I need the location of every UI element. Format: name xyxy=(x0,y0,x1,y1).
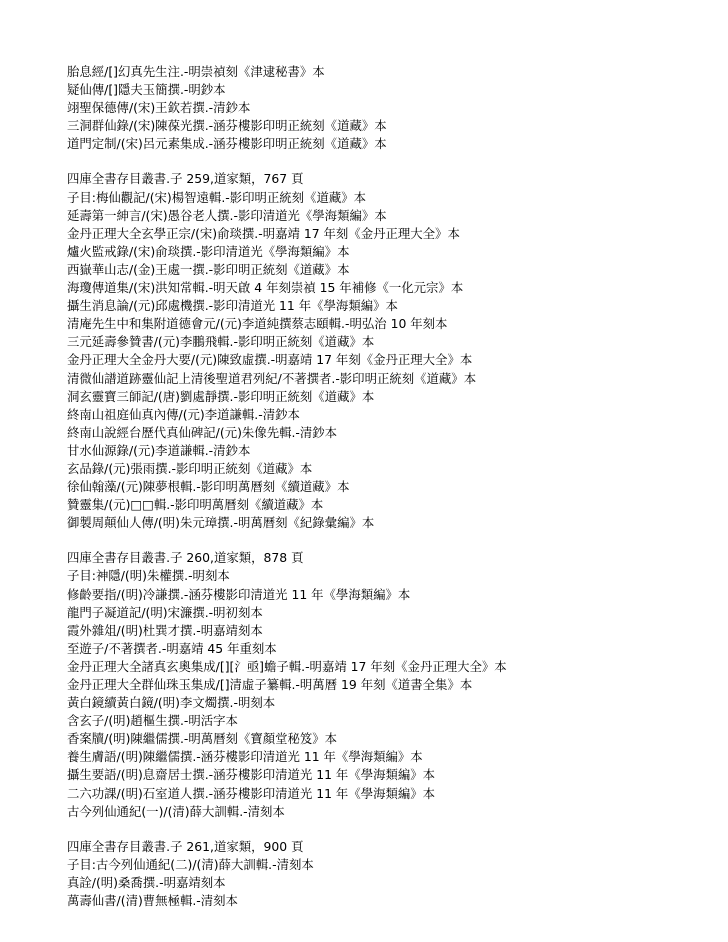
catalog-entry: 修齡要指/(明)冷謙撰.-涵芬樓影印清道光 11 年《學海類編》本 xyxy=(67,586,411,602)
catalog-entry: 萬壽仙書/(清)曹無極輯.-清刻本 xyxy=(67,893,238,909)
catalog-entry: 洞玄靈寶三師記/(唐)劉處靜撰.-影印明正統刻《道藏》本 xyxy=(67,388,375,404)
catalog-entry: 黃白鏡續黃白鏡/(明)李文燭撰.-明刻本 xyxy=(67,695,276,711)
catalog-entry: 海瓊傳道集/(宋)洪知常輯.-明天啟 4 年刻崇禎 15 年補修《一化元宗》本 xyxy=(67,280,464,296)
catalog-entry: 含玄子/(明)趙樞生撰.-明活字本 xyxy=(67,713,238,729)
catalog-entry: 金丹正理大全金丹大要/(元)陳致虛撰.-明嘉靖 17 年刻《金丹正理大全》本 xyxy=(67,352,473,368)
catalog-entry: 三元延壽參贊書/(元)李鵬飛輯.-影印明正統刻《道藏》本 xyxy=(67,334,375,350)
catalog-entry: 霞外雜俎/(明)杜巽才撰.-明嘉靖刻本 xyxy=(67,622,263,638)
catalog-entry: 養生膚語/(明)陳繼儒撰.-涵芬樓影印清道光 11 年《學海類編》本 xyxy=(67,749,423,765)
catalog-entry: 玄品錄/(元)張雨撰.-影印明正統刻《道藏》本 xyxy=(67,460,313,476)
catalog-entry: 攝生消息論/(元)邱處機撰.-影印清道光 11 年《學海類編》本 xyxy=(67,298,398,314)
catalog-entry: 三洞群仙錄/(宋)陳葆光撰.-涵芬樓影印明正統刻《道藏》本 xyxy=(67,118,387,134)
contents-first-entry: 子目:神隱/(明)朱權撰.-明刻本 xyxy=(67,568,230,584)
catalog-entry: 爐火監戒錄/(宋)俞琰撰.-影印清道光《學海類編》本 xyxy=(67,243,350,259)
catalog-entry: 胎息經/[]幻真先生注.-明崇禎刻《津逮秘書》本 xyxy=(67,64,325,79)
catalog-block-volume xyxy=(67,549,717,820)
catalog-entry: 贊靈集/(元)□□輯.-影印明萬曆刻《續道藏》本 xyxy=(67,497,324,513)
catalog-entry: 至遊子/不著撰者.-明嘉靖 45 年重刻本 xyxy=(67,640,277,656)
catalog-entry: 金丹正理大全諸真玄奧集成/[][氵亟]蟾子輯.-明嘉靖 17 年刻《金丹正理大全》本 xyxy=(67,658,507,674)
catalog-entry: 二六功課/(明)石室道人撰.-涵芬樓影印清道光 11 年《學海類編》本 xyxy=(67,785,436,801)
catalog-entry: 終南山祖庭仙真內傳/(元)李道謙輯.-清鈔本 xyxy=(67,406,300,422)
contents-first-entry: 子目:梅仙觀記/(宋)楊智遠輯.-影印明正統刻《道藏》本 xyxy=(67,189,367,205)
catalog-page xyxy=(67,63,717,927)
catalog-entry: 金丹正理大全玄學正宗/(宋)俞琰撰.-明嘉靖 17 年刻《金丹正理大全》本 xyxy=(67,225,460,241)
catalog-entry: 徐仙翰藻/(元)陳夢根輯.-影印明萬曆刻《續道藏》本 xyxy=(67,479,350,495)
catalog-entry: 御製周顛仙人傳/(明)朱元璋撰.-明萬曆刻《紀錄彙編》本 xyxy=(67,515,375,531)
catalog-block-intro xyxy=(67,63,717,153)
catalog-entry: 道門定制/(宋)呂元素集成.-涵芬樓影印明正統刻《道藏》本 xyxy=(67,136,387,152)
catalog-entry: 疑仙傳/[]隱夫玉簡撰.-明鈔本 xyxy=(67,82,226,98)
catalog-entry: 清庵先生中和集附道德會元/(元)李道純撰蔡志頤輯.-明弘治 10 年刻本 xyxy=(67,316,448,332)
contents-first-entry: 子目:古今列仙通紀(二)/(清)薛大訓輯.-清刻本 xyxy=(67,856,314,872)
catalog-block-volume xyxy=(67,170,717,532)
catalog-entry: 終南山說經台歷代真仙碑記/(元)朱像先輯.-清鈔本 xyxy=(67,424,338,440)
catalog-entry: 延壽第一紳言/(宋)愚谷老人撰.-影印清道光《學海類編》本 xyxy=(67,207,387,223)
catalog-entry: 清微仙譜道跡靈仙記上清後聖道君列紀/不著撰者.-影印明正統刻《道藏》本 xyxy=(67,370,477,386)
catalog-entry: 甘水仙源錄/(元)李道謙輯.-清鈔本 xyxy=(67,442,251,458)
catalog-entry: 攝生要語/(明)息齋居士撰.-涵芬樓影印清道光 11 年《學海類編》本 xyxy=(67,767,436,783)
catalog-entry: 香案牘/(明)陳繼儒撰.-明萬曆刻《寶顏堂秘笈》本 xyxy=(67,731,338,747)
catalog-entry: 翊聖保德傳/(宋)王欽若撰.-清鈔本 xyxy=(67,100,251,116)
catalog-entry: 真詮/(明)桑喬撰.-明嘉靖刻本 xyxy=(67,874,226,890)
volume-heading: 四庫全書存目叢書.子 261,道家類，900 頁 xyxy=(67,838,304,854)
volume-heading: 四庫全書存目叢書.子 260,道家類，878 頁 xyxy=(67,550,304,566)
catalog-block-volume xyxy=(67,838,717,910)
catalog-entry: 龍門子凝道記/(明)宋濂撰.-明初刻本 xyxy=(67,604,263,620)
catalog-entry: 古今列仙通紀(一)/(清)薛大訓輯.-清刻本 xyxy=(67,803,285,819)
volume-heading: 四庫全書存目叢書.子 259,道家類，767 頁 xyxy=(67,171,304,187)
catalog-entry: 金丹正理大全群仙珠玉集成/[]清虛子纂輯.-明萬曆 19 年刻《道書全集》本 xyxy=(67,677,473,692)
catalog-entry: 西嶽華山志/(金)王處一撰.-影印明正統刻《道藏》本 xyxy=(67,261,350,277)
